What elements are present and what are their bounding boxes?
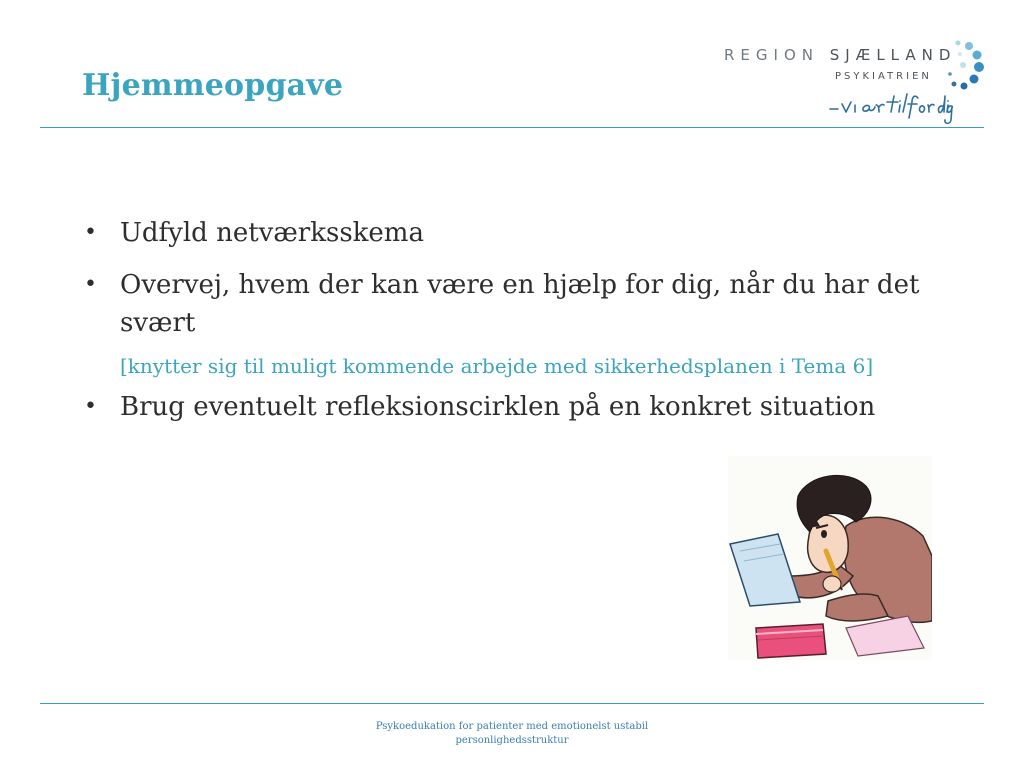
bullet-list: [82, 214, 962, 426]
logo-sjaelland-word: SJÆLLAND: [829, 46, 957, 64]
footer-line: Psykoedukation for patienter med emotionelst ustabil: [375, 721, 649, 732]
bullet-glyph: •: [84, 220, 97, 245]
footer-divider: [40, 703, 984, 704]
logo-dots-icon: [946, 38, 986, 94]
bullet-item: [82, 388, 962, 426]
bullet-glyph: •: [84, 272, 97, 297]
slide-title: Hjemmeopgave: [82, 68, 344, 103]
footer-text: [312, 720, 712, 748]
logo-psykiatrien: PSYKIATRIEN: [835, 71, 932, 82]
bullet-text: Udfyld netværksskema: [120, 218, 424, 248]
logo-tagline-icon: [828, 88, 953, 126]
bullet-note: [knytter sig til muligt kommende arbejde med sikkerhedsplanen i Tema 6]: [120, 354, 874, 378]
bullet-text: Overvej, hvem der kan være en hjælp for dig, når du har det svært: [120, 270, 920, 338]
logo-region-text: [724, 46, 956, 64]
region-sjaelland-logo: [720, 38, 990, 128]
bullet-glyph: •: [84, 394, 97, 419]
footer-line: personlighedsstruktur: [455, 735, 569, 746]
bullet-item: [82, 214, 962, 252]
title-divider: [40, 127, 984, 128]
logo-region-word: REGION: [724, 46, 819, 64]
bullet-text: Brug eventuelt refleksionscirklen på en konkret situation: [120, 392, 876, 422]
person-writing-illustration-icon: [728, 456, 932, 660]
bullet-item: [82, 266, 962, 380]
